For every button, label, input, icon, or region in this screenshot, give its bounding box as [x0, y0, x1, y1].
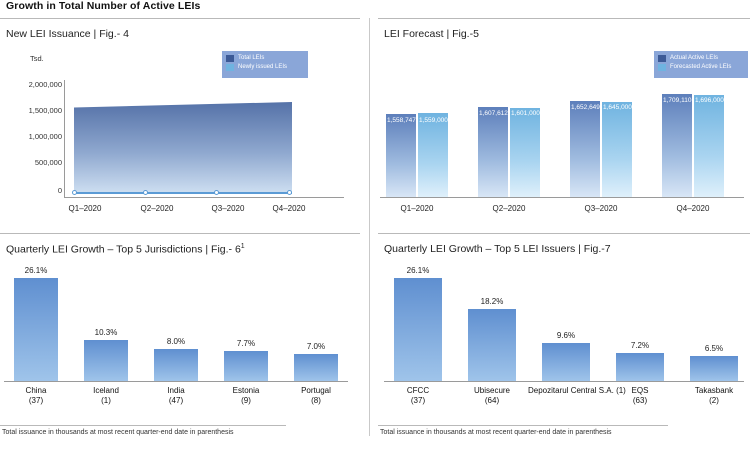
- bar-value-jurisdiction-india: 8.0%: [166, 337, 186, 346]
- x-tick-label-cfcc: [388, 386, 448, 406]
- bar-issuer-takasbank: [690, 356, 738, 381]
- legend-row: [226, 54, 304, 62]
- x-tick-sub-takasbank: (2): [709, 396, 719, 405]
- legend-row: [658, 63, 744, 71]
- panel-top-5-lei-issuers: [378, 233, 750, 443]
- x-tick-label: Q1–2020: [68, 204, 102, 213]
- x-tick-label-iceland-name: Iceland: [93, 386, 119, 395]
- legend-swatch-newly-issued-leis: [226, 64, 234, 71]
- x-tick-sub-india: (47): [168, 396, 184, 405]
- panel-lei-forecast: [378, 18, 750, 218]
- data-marker: [214, 190, 219, 195]
- bar-issuer-ubisecure: [468, 309, 516, 381]
- x-tick-label: Q2–2020: [492, 204, 526, 213]
- x-tick-label: Q4–2020: [272, 204, 306, 213]
- x-tick-label-estonia-name: Estonia: [232, 386, 260, 395]
- bar-jurisdiction-india: [154, 349, 198, 381]
- bar-value-jurisdiction-estonia: 7.7%: [236, 339, 256, 348]
- column-divider: [369, 18, 370, 436]
- x-tick-label-cfcc-name: CFCC: [406, 386, 430, 395]
- footnote-jurisdictions: Total issuance in thousands at most recent quarter-end date in parenthesis: [2, 429, 234, 436]
- panel-title-jurisdictions: [6, 243, 245, 256]
- y-axis-unit-label: Tsd.: [30, 54, 44, 63]
- legend-row: [658, 54, 744, 62]
- bar-actual-q3: [570, 101, 600, 197]
- data-marker: [72, 190, 77, 195]
- x-tick-label: Q2–2020: [140, 204, 174, 213]
- panel-rule: [378, 18, 750, 19]
- y-axis: [64, 80, 65, 197]
- line-newly-issued-leis: [74, 192, 292, 194]
- y-tick-label: 500,000: [34, 158, 62, 167]
- x-tick-label-india-name: India: [167, 386, 185, 395]
- panel-rule: [0, 18, 360, 19]
- panel-title-jurisdictions-text: Quarterly LEI Growth – Top 5 Jurisdictions | Fig.- 6: [6, 243, 241, 256]
- x-tick-label-depozitarul-central: [528, 386, 626, 396]
- x-tick-label-eqs-name: EQS: [631, 386, 649, 395]
- bar-jurisdiction-estonia: [224, 351, 268, 381]
- y-tick-label: 2,000,000: [28, 80, 62, 89]
- x-axis: [4, 381, 348, 382]
- bar-label-actual-q2: 1,607,612: [479, 110, 508, 117]
- legend-forecast: [654, 51, 748, 78]
- legend-label-total-leis: Total LEIs: [238, 55, 265, 61]
- footnote-issuers: Total issuance in thousands at most recent quarter-end date in parenthesis: [380, 429, 612, 436]
- panel-rule: [0, 233, 360, 234]
- x-tick-label-estonia: [216, 386, 276, 406]
- x-tick-label-takasbank-name: Takasbank: [694, 386, 734, 395]
- panel-title-new-issuance: New LEI Issuance | Fig.- 4: [6, 28, 129, 40]
- x-tick-label-iceland: [76, 386, 136, 406]
- legend-new-issuance: [222, 51, 308, 78]
- bar-jurisdiction-china: [14, 278, 58, 381]
- x-tick-label-takasbank: [684, 386, 744, 406]
- x-tick-label-china-name: China: [25, 386, 47, 395]
- legend-row: [226, 63, 304, 71]
- footnote-rule: [378, 425, 668, 426]
- bar-actual-q1: [386, 114, 416, 197]
- x-tick-label-ubisecure: [462, 386, 522, 406]
- data-marker: [287, 190, 292, 195]
- legend-swatch-actual-active-leis: [658, 55, 666, 62]
- bar-value-issuer-cfcc: 26.1%: [406, 266, 430, 275]
- bar-label-forecast-q4: 1,696,000: [695, 97, 724, 104]
- x-tick-label-portugal-name: Portugal: [301, 386, 331, 395]
- legend-swatch-forecasted-active-leis: [658, 64, 666, 71]
- panel-title-issuers: Quarterly LEI Growth – Top 5 LEI Issuers | Fig.-7: [384, 243, 611, 255]
- bar-label-actual-q4: 1,709,110: [663, 97, 692, 104]
- x-tick-sub-china: (37): [28, 396, 44, 405]
- page-title: Growth in Total Number of Active LEIs: [6, 0, 201, 12]
- bar-issuer-cfcc: [394, 278, 442, 381]
- bar-value-issuer-depozitarul-central: 9.6%: [556, 331, 576, 340]
- panel-new-lei-issuance: [0, 18, 360, 218]
- footnote-rule: [0, 425, 286, 426]
- bar-forecast-q4: [694, 95, 724, 197]
- x-tick-label-india: [146, 386, 206, 406]
- bar-label-forecast-q3: 1,645,000: [603, 104, 632, 111]
- panel-top-5-jurisdictions: [0, 233, 360, 443]
- x-tick-label-ubisecure-name: Ubisecure: [473, 386, 510, 395]
- panel-title-footnote-marker: 1: [240, 243, 245, 250]
- bar-label-actual-q3: 1,652,649: [571, 104, 600, 111]
- bar-forecast-q2: [510, 108, 540, 197]
- data-marker: [143, 190, 148, 195]
- legend-label-forecasted-active-leis: Forecasted Active LEIs: [670, 64, 732, 70]
- bar-jurisdiction-iceland: [84, 340, 128, 381]
- bar-value-jurisdiction-china: 26.1%: [24, 266, 48, 275]
- x-tick-label: Q3–2020: [211, 204, 245, 213]
- bar-value-jurisdiction-portugal: 7.0%: [306, 342, 326, 351]
- x-tick-sub-cfcc: (37): [410, 396, 426, 405]
- x-tick-sub-ubisecure: (64): [484, 396, 500, 405]
- bar-label-actual-q1: 1,558,747: [387, 117, 416, 124]
- x-tick-sub-portugal: (8): [311, 396, 321, 405]
- legend-swatch-total-leis: [226, 55, 234, 62]
- x-tick-sub-estonia: (9): [241, 396, 251, 405]
- bar-value-jurisdiction-iceland: 10.3%: [94, 328, 118, 337]
- bar-label-forecast-q1: 1,559,000: [419, 117, 448, 124]
- y-tick-label: 1,000,000: [28, 132, 62, 141]
- bar-actual-q2: [478, 107, 508, 197]
- y-tick-label: 1,500,000: [28, 106, 62, 115]
- bar-jurisdiction-portugal: [294, 354, 338, 381]
- bar-issuer-eqs: [616, 353, 664, 381]
- x-tick-label: Q4–2020: [676, 204, 710, 213]
- x-axis: [380, 197, 744, 198]
- x-tick-sub-depozitarul-central: (1): [616, 386, 626, 395]
- panel-rule: [378, 233, 750, 234]
- x-tick-sub-iceland: (1): [101, 396, 111, 405]
- bar-value-issuer-eqs: 7.2%: [630, 341, 650, 350]
- legend-label-newly-issued-leis: Newly issued LEIs: [238, 64, 288, 70]
- bar-label-forecast-q2: 1,601,000: [511, 110, 540, 117]
- bar-forecast-q3: [602, 102, 632, 197]
- x-tick-label-eqs: [610, 386, 670, 406]
- panel-title-forecast: LEI Forecast | Fig.-5: [384, 28, 479, 40]
- x-tick-label: Q3–2020: [584, 204, 618, 213]
- bar-forecast-q1: [418, 113, 448, 197]
- legend-label-actual-active-leis: Actual Active LEIs: [670, 55, 719, 61]
- x-tick-label-portugal: [286, 386, 346, 406]
- area-total-leis: [74, 102, 292, 194]
- bar-issuer-depozitarul-central: [542, 343, 590, 381]
- bar-actual-q4: [662, 94, 692, 197]
- x-axis: [64, 197, 344, 198]
- x-tick-sub-eqs: (63): [632, 396, 648, 405]
- bar-value-issuer-takasbank: 6.5%: [704, 344, 724, 353]
- x-tick-label-depozitarul-central-name: Depozitarul Central S.A.: [528, 386, 614, 395]
- y-tick-label: 0: [57, 186, 62, 195]
- x-tick-label: Q1–2020: [400, 204, 434, 213]
- x-axis: [384, 381, 744, 382]
- x-tick-label-china: [6, 386, 66, 406]
- bar-value-issuer-ubisecure: 18.2%: [480, 297, 504, 306]
